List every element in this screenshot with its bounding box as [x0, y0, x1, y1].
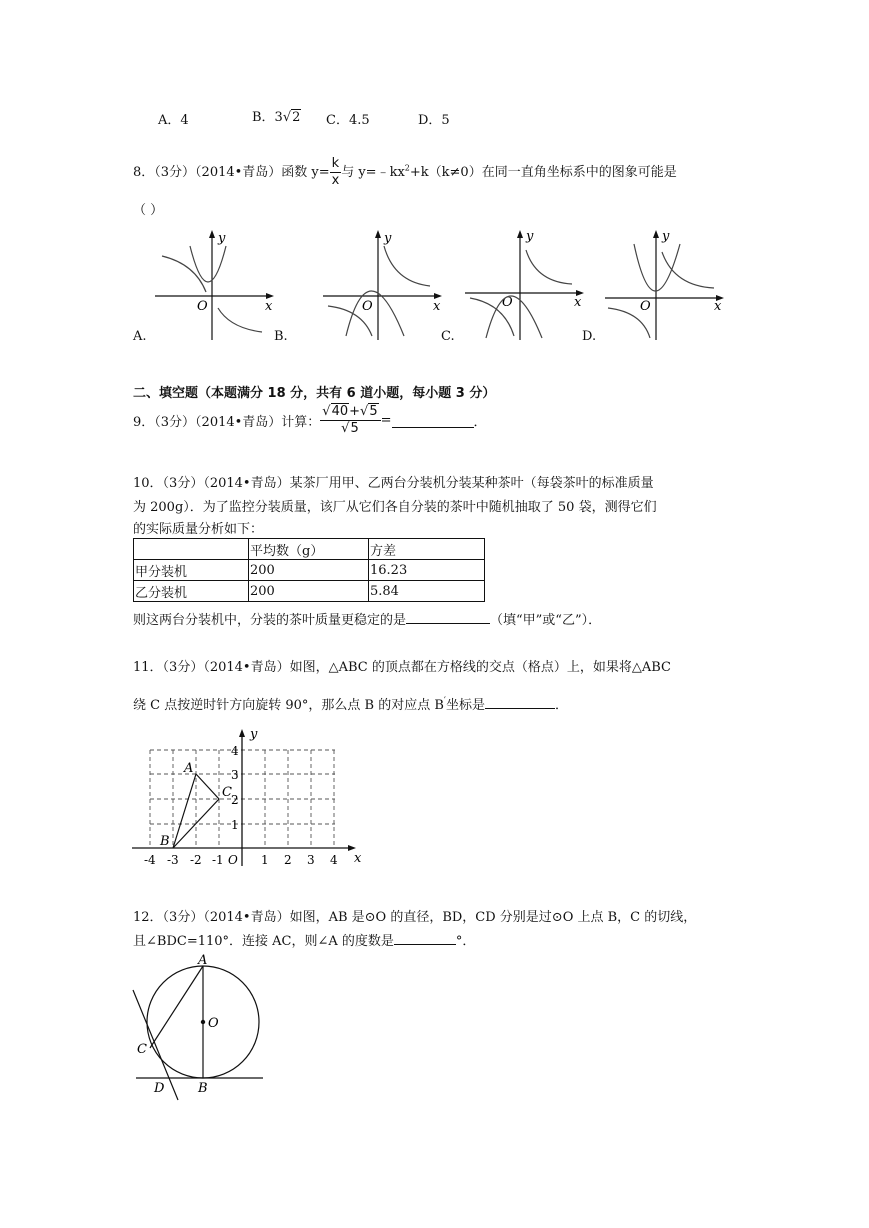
q8-stem — [133, 156, 677, 189]
q10-after — [133, 609, 601, 628]
q8d-origin: O — [640, 299, 651, 314]
q7-option-a: A．4 — [158, 113, 189, 128]
q8-prefix: 8．（3分）（2014•青岛）函数 y= — [133, 165, 330, 180]
q10-line1: 10．（3分）（2014•青岛）某茶厂用甲、乙两台分装机分装某种茶叶（每袋茶叶的标准质量 — [133, 476, 654, 491]
q9-end: ． — [473, 415, 487, 430]
q11-ytick: 3 — [231, 768, 239, 782]
q11-origin: O — [228, 853, 238, 867]
table-cell: 5.84 — [369, 581, 485, 602]
q9-prefix: 9．（3分）（2014•青岛）计算： — [133, 415, 321, 430]
table-row — [134, 539, 485, 560]
q12-label-o: O — [208, 1016, 219, 1031]
q8a-origin: O — [197, 299, 208, 314]
q8-label-a: A. — [133, 329, 147, 344]
q11-xtick: -1 — [212, 853, 224, 867]
q11-line2a: 绕 C 点按逆时针方向旋转 90°，那么点 B 的对应点 B — [133, 698, 444, 713]
table-cell: 方差 — [369, 539, 485, 560]
q10-table — [133, 538, 485, 602]
q12-chord-ac — [150, 966, 203, 1048]
q9-plus: + — [349, 404, 361, 419]
q7-option-b-label: B．3 — [252, 110, 283, 125]
q11-ytick: 4 — [231, 744, 239, 758]
q12-label-c: C — [137, 1042, 147, 1057]
q11-line2b: 坐标是 — [445, 698, 485, 713]
q8-frac-den: x — [331, 173, 340, 188]
q7-option-b: B．3√2 — [252, 110, 301, 125]
q7-option-d: D．5 — [418, 113, 450, 128]
q11-prime: ′ — [443, 696, 446, 707]
q8-label-d: D. — [582, 329, 597, 344]
q9-eq: = — [380, 413, 392, 428]
q11-xtick: 2 — [284, 853, 292, 867]
q11-line1: 11．（3分）（2014•青岛）如图，△ABC 的顶点都在方格线的交点（格点）上，如果将△ABC — [133, 660, 671, 675]
q11-xtick: 4 — [330, 853, 338, 867]
q8d-x: x — [714, 299, 722, 314]
q12-circle-figure — [128, 950, 278, 1104]
q11-grid-figure — [130, 724, 370, 870]
q8-label-b: B. — [274, 329, 288, 344]
table-cell: 甲分装机 — [134, 560, 249, 581]
q12-label-d: D — [154, 1081, 165, 1096]
q8a-x: x — [265, 299, 273, 314]
q9-num-b: 5 — [369, 404, 378, 419]
q12-line2 — [133, 930, 475, 949]
q11-axis-y: y — [250, 727, 258, 742]
table-cell: 200 — [249, 581, 369, 602]
q8-mid: 与 y=﹣kx — [341, 165, 405, 180]
q10-line3: 的实际质量分析如下： — [133, 522, 264, 537]
table-cell: 平均数（g） — [249, 539, 369, 560]
q11-xtick: -2 — [190, 853, 202, 867]
q12-label-b: B — [198, 1081, 208, 1096]
q9-fraction: $\frac{√40+√5}{√5}$ — [320, 404, 380, 437]
q8-graph-a — [150, 226, 280, 344]
table-cell: 200 — [249, 560, 369, 581]
q8-paren: （ ） — [133, 203, 164, 218]
table-cell — [134, 539, 249, 560]
q8-sup: 2 — [404, 163, 410, 173]
q11-end: ． — [554, 698, 568, 713]
q11-xtick: -4 — [144, 853, 156, 867]
q11-xtick: 1 — [261, 853, 269, 867]
q11-axis-x: x — [354, 851, 362, 866]
q8c-x: x — [574, 295, 582, 310]
q11-point-a: A — [184, 761, 194, 776]
q12-label-a: A — [198, 953, 208, 968]
q8c-origin: O — [502, 295, 513, 310]
q9-answer-blank[interactable] — [392, 413, 474, 428]
q11-xtick: -3 — [167, 853, 179, 867]
q10-answer-blank[interactable] — [406, 609, 490, 624]
q11-line2 — [133, 694, 568, 713]
q8-label-c: C. — [441, 329, 455, 344]
q12-line2a: 且∠BDC=110°．连接 AC，则∠A 的度数是 — [133, 934, 394, 949]
section-2-heading: 二、填空题（本题满分 18 分，共有 6 道小题，每小题 3 分） — [133, 386, 496, 401]
q12-line2b: °． — [455, 934, 476, 949]
q9-den: 5 — [350, 421, 359, 436]
q8b-origin: O — [362, 299, 373, 314]
q9-stem — [133, 404, 487, 437]
q10-after-end: （填“甲”或“乙”）． — [490, 613, 602, 628]
q11-ytick: 2 — [231, 793, 239, 807]
q10-after-text: 则这两台分装机中，分装的茶叶质量更稳定的是 — [133, 613, 407, 628]
table-cell: 16.23 — [369, 560, 485, 581]
q11-xtick: 3 — [307, 853, 315, 867]
table-cell: 乙分装机 — [134, 581, 249, 602]
q11-point-c: C — [222, 785, 232, 800]
table-row — [134, 581, 485, 602]
q8c-y: y — [526, 229, 534, 244]
q8-graph-c — [460, 226, 590, 344]
q12-answer-blank[interactable] — [394, 930, 456, 945]
q8-graph-b — [318, 226, 448, 344]
q8-frac-num: k — [331, 156, 340, 171]
table-row — [134, 560, 485, 581]
q9-num-a: 40 — [331, 404, 349, 419]
q8-suffix: +k（k≠0）在同一直角坐标系中的图象可能是 — [409, 165, 677, 180]
q8d-y: y — [662, 229, 670, 244]
q10-line2: 为 200g）．为了监控分装质量，该厂从它们各自分装的茶叶中随机抽取了 50 袋，测得它们 — [133, 500, 657, 515]
q11-point-b: B — [160, 834, 170, 849]
q8b-y: y — [384, 231, 392, 246]
q8a-y: y — [218, 231, 226, 246]
q7-option-b-radicand: 2 — [292, 110, 301, 125]
q11-ytick: 1 — [231, 818, 239, 832]
q7-option-c: C．4.5 — [326, 113, 370, 128]
q12-line1: 12．（3分）（2014•青岛）如图，AB 是⊙O 的直径，BD，CD 分别是过⊙O 上点 B，C 的切线， — [133, 910, 697, 925]
q11-answer-blank[interactable] — [485, 694, 555, 709]
q8b-x: x — [433, 299, 441, 314]
q8-fraction — [330, 156, 342, 189]
q8-graph-d — [600, 226, 730, 344]
